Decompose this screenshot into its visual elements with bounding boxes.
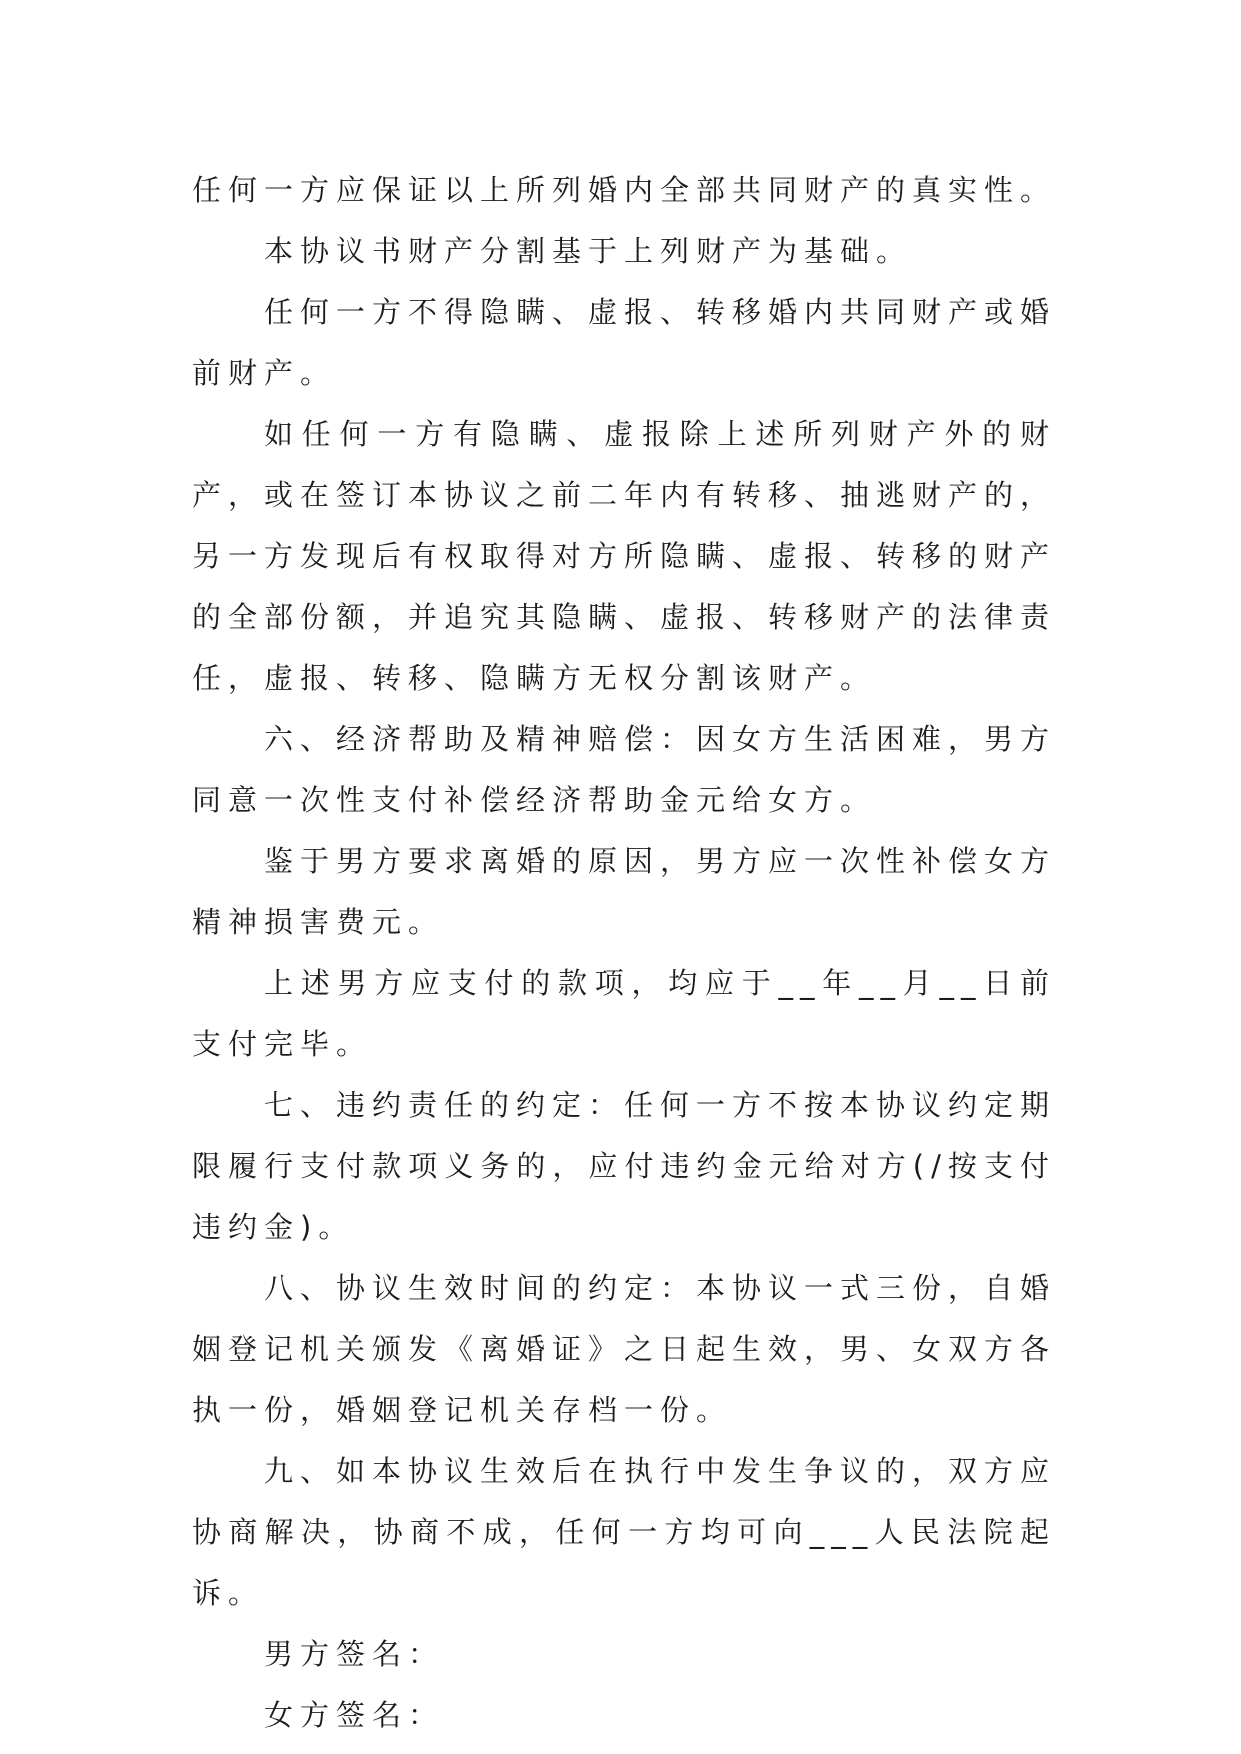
paragraph-payment-deadline: 上述男方应支付的款项，均应于__年__月__日前支付完毕。 xyxy=(192,966,1056,1061)
paragraph-no-concealment: 任何一方不得隐瞒、虚报、转移婚内共同财产或婚前财产。 xyxy=(192,295,1057,390)
paragraph-division-basis: 本协议书财产分割基于上列财产为基础。 xyxy=(264,234,913,268)
male-signature-line: 男方签名： xyxy=(264,1637,445,1671)
female-signature-line: 女方签名： xyxy=(264,1698,445,1732)
paragraph-mental-damages: 鉴于男方要求离婚的原因，男方应一次性补偿女方精神损害费元。 xyxy=(192,844,1057,939)
paragraph-asset-truthfulness: 任何一方应保证以上所列婚内全部共同财产的真实性。 xyxy=(192,173,1057,207)
document-body xyxy=(192,160,1056,1746)
paragraph-concealment-penalty: 如任何一方有隐瞒、虚报除上述所列财产外的财产，或在签订本协议之前二年内有转移、抽逃财产的，另一方发现后有权取得对方所隐瞒、虚报、转移的财产的全部份额，并追究其隐瞒、虚报、转移财产的法律责任，虚报、转移、隐瞒方无权分割该财产。 xyxy=(192,417,1057,695)
paragraph-clause-seven-liability: 七、违约责任的约定：任何一方不按本协议约定期限履行支付款项义务的，应付违约金元给对方(/按支付违约金)。 xyxy=(192,1088,1057,1244)
paragraph-clause-nine-dispute: 九、如本协议生效后在执行中发生争议的，双方应协商解决，协商不成，任何一方均可向___人民法院起诉。 xyxy=(192,1454,1057,1610)
paragraph-clause-eight-effective: 八、协议生效时间的约定：本协议一式三份，自婚姻登记机关颁发《离婚证》之日起生效，男、女双方各执一份，婚姻登记机关存档一份。 xyxy=(192,1271,1057,1427)
paragraph-clause-six-compensation: 六、经济帮助及精神赔偿：因女方生活困难，男方同意一次性支付补偿经济帮助金元给女方。 xyxy=(192,722,1057,817)
